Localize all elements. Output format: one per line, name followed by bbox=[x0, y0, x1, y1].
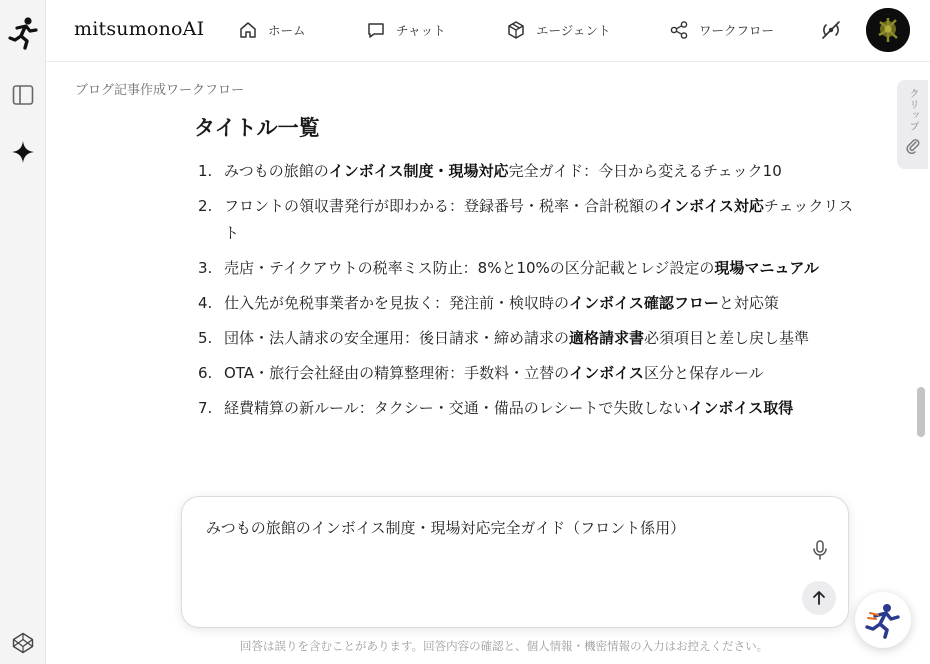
list-item-text: 区分と保存ルール bbox=[643, 364, 764, 382]
section-title: タイトル一覧 bbox=[194, 116, 320, 140]
sidebar-toggle-icon[interactable] bbox=[8, 80, 38, 110]
clip-tab[interactable] bbox=[897, 80, 928, 169]
list-item-number: 7. bbox=[198, 399, 213, 417]
runner-logo-icon[interactable] bbox=[8, 18, 38, 48]
list-item-text: 売店・テイクアウトの税率ミス防止：8%と10%の区分記載とレジ設定の bbox=[224, 259, 715, 277]
title-list-item bbox=[194, 193, 854, 247]
title-list-item bbox=[194, 255, 854, 282]
share-icon bbox=[669, 20, 689, 40]
broadcast-link-icon[interactable] bbox=[818, 17, 844, 43]
home-icon bbox=[238, 20, 258, 40]
list-item-emphasis: インボイス確認フロー bbox=[569, 294, 719, 312]
title-list bbox=[194, 158, 854, 422]
sparkle-icon[interactable] bbox=[8, 137, 38, 167]
nav-workflow-label: ワークフロー bbox=[699, 23, 775, 38]
nav-agent-label: エージェント bbox=[536, 23, 611, 38]
list-item-emphasis: 現場マニュアル bbox=[714, 259, 819, 277]
list-item-number: 6. bbox=[198, 364, 213, 382]
title-list-item bbox=[194, 360, 854, 387]
clip-tab-label: クリップ bbox=[907, 88, 918, 132]
paperclip-icon bbox=[906, 138, 920, 154]
list-item-number: 3. bbox=[198, 259, 213, 277]
message-content bbox=[194, 112, 854, 488]
list-item-text: 団体・法人請求の安全運用：後日請求・締め請求の bbox=[224, 329, 570, 347]
message-input[interactable] bbox=[206, 518, 766, 536]
left-sidebar bbox=[0, 0, 46, 664]
list-item-number: 4. bbox=[198, 294, 213, 312]
nav-home-label: ホーム bbox=[268, 23, 306, 38]
top-header bbox=[46, 0, 930, 62]
scrollbar-thumb[interactable] bbox=[917, 387, 925, 437]
nav-workflow[interactable] bbox=[669, 18, 774, 42]
list-item-text: 経費精算の新ルール：タクシー・交通・備品のレシートで失敗しない bbox=[224, 399, 689, 417]
nav-chat-label: チャット bbox=[396, 23, 446, 38]
cube-icon bbox=[506, 20, 526, 40]
list-item-text: 仕入先が免税事業者かを見抜く：発注前・検収時の bbox=[224, 294, 570, 312]
list-item-text: フロントの領収書発行が即わかる：登録番号・税率・合計税額の bbox=[224, 197, 660, 215]
nav-home[interactable] bbox=[238, 18, 306, 42]
list-item-text: 必須項目と差し戻し基準 bbox=[644, 329, 810, 347]
arrow-up-icon bbox=[810, 589, 828, 607]
assistant-fab[interactable] bbox=[855, 592, 911, 648]
mic-icon[interactable] bbox=[808, 538, 832, 562]
disclaimer-text: 回答は誤りを含むことがあります。回答内容の確認と、個人情報・機密情報の入力はお控えください。 bbox=[240, 639, 769, 653]
list-item-emphasis: インボイス bbox=[569, 364, 644, 382]
message-composer bbox=[181, 496, 849, 628]
list-item-text: 完全ガイド：今日から変えるチェック10 bbox=[508, 162, 782, 180]
title-list-item bbox=[194, 158, 854, 185]
list-item-text: と対応策 bbox=[718, 294, 779, 312]
list-item-emphasis: インボイス制度・現場対応 bbox=[328, 162, 509, 180]
codepen-cube-icon[interactable] bbox=[8, 628, 38, 658]
nav-chat[interactable] bbox=[366, 18, 446, 42]
list-item-emphasis: インボイス対応 bbox=[659, 197, 764, 215]
list-item-text: チェックリスト bbox=[224, 197, 854, 242]
list-item-number: 2. bbox=[198, 197, 213, 215]
chat-icon bbox=[366, 20, 386, 40]
brand-name[interactable]: mitsumonoAI bbox=[74, 18, 205, 40]
title-list-item bbox=[194, 325, 854, 352]
list-item-number: 5. bbox=[198, 329, 213, 347]
breadcrumb[interactable]: ブログ記事作成ワークフロー bbox=[75, 83, 245, 98]
nav-agent[interactable] bbox=[506, 18, 611, 42]
list-item-emphasis: インボイス取得 bbox=[688, 399, 794, 417]
send-button[interactable] bbox=[802, 581, 836, 615]
list-item-text: OTA・旅行会社経由の精算整理術：手数料・立替の bbox=[224, 364, 570, 382]
user-avatar[interactable] bbox=[866, 8, 910, 52]
list-item-text: みつもの旅館の bbox=[224, 162, 329, 180]
title-list-item bbox=[194, 395, 854, 422]
ninja-mascot-icon bbox=[864, 601, 902, 639]
list-item-number: 1. bbox=[198, 162, 213, 180]
list-item-emphasis: 適格請求書 bbox=[569, 329, 645, 347]
title-list-item bbox=[194, 290, 854, 317]
